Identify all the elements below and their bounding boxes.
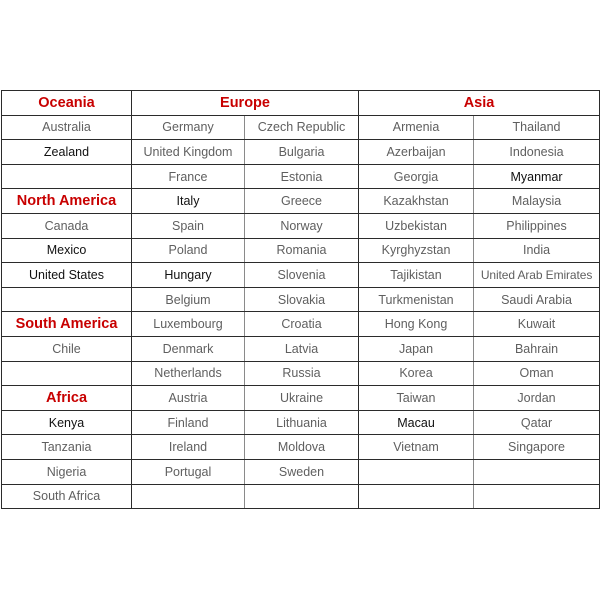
asia-country: Jordan bbox=[474, 386, 600, 411]
empty-cell bbox=[2, 287, 132, 312]
table-row bbox=[2, 91, 600, 116]
asia-country: Saudi Arabia bbox=[474, 287, 600, 312]
table-row bbox=[2, 213, 600, 238]
table-row bbox=[2, 140, 600, 165]
table-row bbox=[2, 336, 600, 361]
asia-country: Philippines bbox=[474, 213, 600, 238]
europe-country: Slovakia bbox=[245, 287, 359, 312]
europe-country: Norway bbox=[245, 213, 359, 238]
oceania-country: Australia bbox=[2, 115, 132, 140]
europe-country: Moldova bbox=[245, 435, 359, 460]
asia-country: United Arab Emirates bbox=[474, 263, 600, 288]
table-row bbox=[2, 459, 600, 484]
asia-country: Kazakhstan bbox=[359, 189, 474, 214]
europe-country: Spain bbox=[132, 213, 245, 238]
africa-header: Africa bbox=[2, 386, 132, 411]
table-row bbox=[2, 361, 600, 386]
asia-country: Tajikistan bbox=[359, 263, 474, 288]
europe-country: Ireland bbox=[132, 435, 245, 460]
europe-country: Czech Republic bbox=[245, 115, 359, 140]
north-america-header: North America bbox=[2, 189, 132, 214]
europe-country: Ukraine bbox=[245, 386, 359, 411]
empty-cell bbox=[2, 164, 132, 189]
empty-cell bbox=[359, 484, 474, 509]
table-row bbox=[2, 435, 600, 460]
country-region-table bbox=[1, 90, 600, 509]
asia-country: Taiwan bbox=[359, 386, 474, 411]
asia-country: Oman bbox=[474, 361, 600, 386]
asia-country: Georgia bbox=[359, 164, 474, 189]
asia-country: Armenia bbox=[359, 115, 474, 140]
table-row bbox=[2, 312, 600, 337]
asia-country: Korea bbox=[359, 361, 474, 386]
asia-country: Myanmar bbox=[474, 164, 600, 189]
north-america-country: United States bbox=[2, 263, 132, 288]
europe-country: Poland bbox=[132, 238, 245, 263]
europe-country: Bulgaria bbox=[245, 140, 359, 165]
empty-cell bbox=[474, 484, 600, 509]
europe-country: Estonia bbox=[245, 164, 359, 189]
europe-country: France bbox=[132, 164, 245, 189]
europe-country: Greece bbox=[245, 189, 359, 214]
table-row bbox=[2, 386, 600, 411]
europe-country: Belgium bbox=[132, 287, 245, 312]
asia-country: Indonesia bbox=[474, 140, 600, 165]
asia-country: Azerbaijan bbox=[359, 140, 474, 165]
north-america-country: Mexico bbox=[2, 238, 132, 263]
europe-country: Latvia bbox=[245, 336, 359, 361]
table-row bbox=[2, 164, 600, 189]
empty-cell bbox=[245, 484, 359, 509]
africa-country: Nigeria bbox=[2, 459, 132, 484]
africa-country: Tanzania bbox=[2, 435, 132, 460]
asia-country: Turkmenistan bbox=[359, 287, 474, 312]
south-america-country: Chile bbox=[2, 336, 132, 361]
asia-country: Singapore bbox=[474, 435, 600, 460]
europe-country: Netherlands bbox=[132, 361, 245, 386]
europe-country: Slovenia bbox=[245, 263, 359, 288]
africa-country: Kenya bbox=[2, 410, 132, 435]
asia-country: Kuwait bbox=[474, 312, 600, 337]
asia-header: Asia bbox=[359, 91, 600, 116]
asia-country: Qatar bbox=[474, 410, 600, 435]
europe-country: Austria bbox=[132, 386, 245, 411]
table-row bbox=[2, 287, 600, 312]
asia-country: Malaysia bbox=[474, 189, 600, 214]
europe-country: Italy bbox=[132, 189, 245, 214]
table-row bbox=[2, 263, 600, 288]
europe-country: Luxembourg bbox=[132, 312, 245, 337]
europe-country: Finland bbox=[132, 410, 245, 435]
asia-country: Hong Kong bbox=[359, 312, 474, 337]
europe-country: Croatia bbox=[245, 312, 359, 337]
table-row bbox=[2, 189, 600, 214]
europe-country: Romania bbox=[245, 238, 359, 263]
asia-country: Bahrain bbox=[474, 336, 600, 361]
asia-country: Japan bbox=[359, 336, 474, 361]
empty-cell bbox=[132, 484, 245, 509]
asia-country: India bbox=[474, 238, 600, 263]
north-america-country: Canada bbox=[2, 213, 132, 238]
europe-country: Russia bbox=[245, 361, 359, 386]
oceania-country: Zealand bbox=[2, 140, 132, 165]
asia-country: Thailand bbox=[474, 115, 600, 140]
africa-country: South Africa bbox=[2, 484, 132, 509]
table-row bbox=[2, 484, 600, 509]
table-row bbox=[2, 115, 600, 140]
empty-cell bbox=[359, 459, 474, 484]
europe-country: United Kingdom bbox=[132, 140, 245, 165]
europe-country: Hungary bbox=[132, 263, 245, 288]
europe-country: Sweden bbox=[245, 459, 359, 484]
oceania-header: Oceania bbox=[2, 91, 132, 116]
europe-header: Europe bbox=[132, 91, 359, 116]
europe-country: Lithuania bbox=[245, 410, 359, 435]
europe-country: Portugal bbox=[132, 459, 245, 484]
europe-country: Germany bbox=[132, 115, 245, 140]
table-row bbox=[2, 238, 600, 263]
table-row bbox=[2, 410, 600, 435]
asia-country: Vietnam bbox=[359, 435, 474, 460]
asia-country: Macau bbox=[359, 410, 474, 435]
asia-country: Kyrghyzstan bbox=[359, 238, 474, 263]
south-america-header: South America bbox=[2, 312, 132, 337]
empty-cell bbox=[2, 361, 132, 386]
empty-cell bbox=[474, 459, 600, 484]
asia-country: Uzbekistan bbox=[359, 213, 474, 238]
europe-country: Denmark bbox=[132, 336, 245, 361]
